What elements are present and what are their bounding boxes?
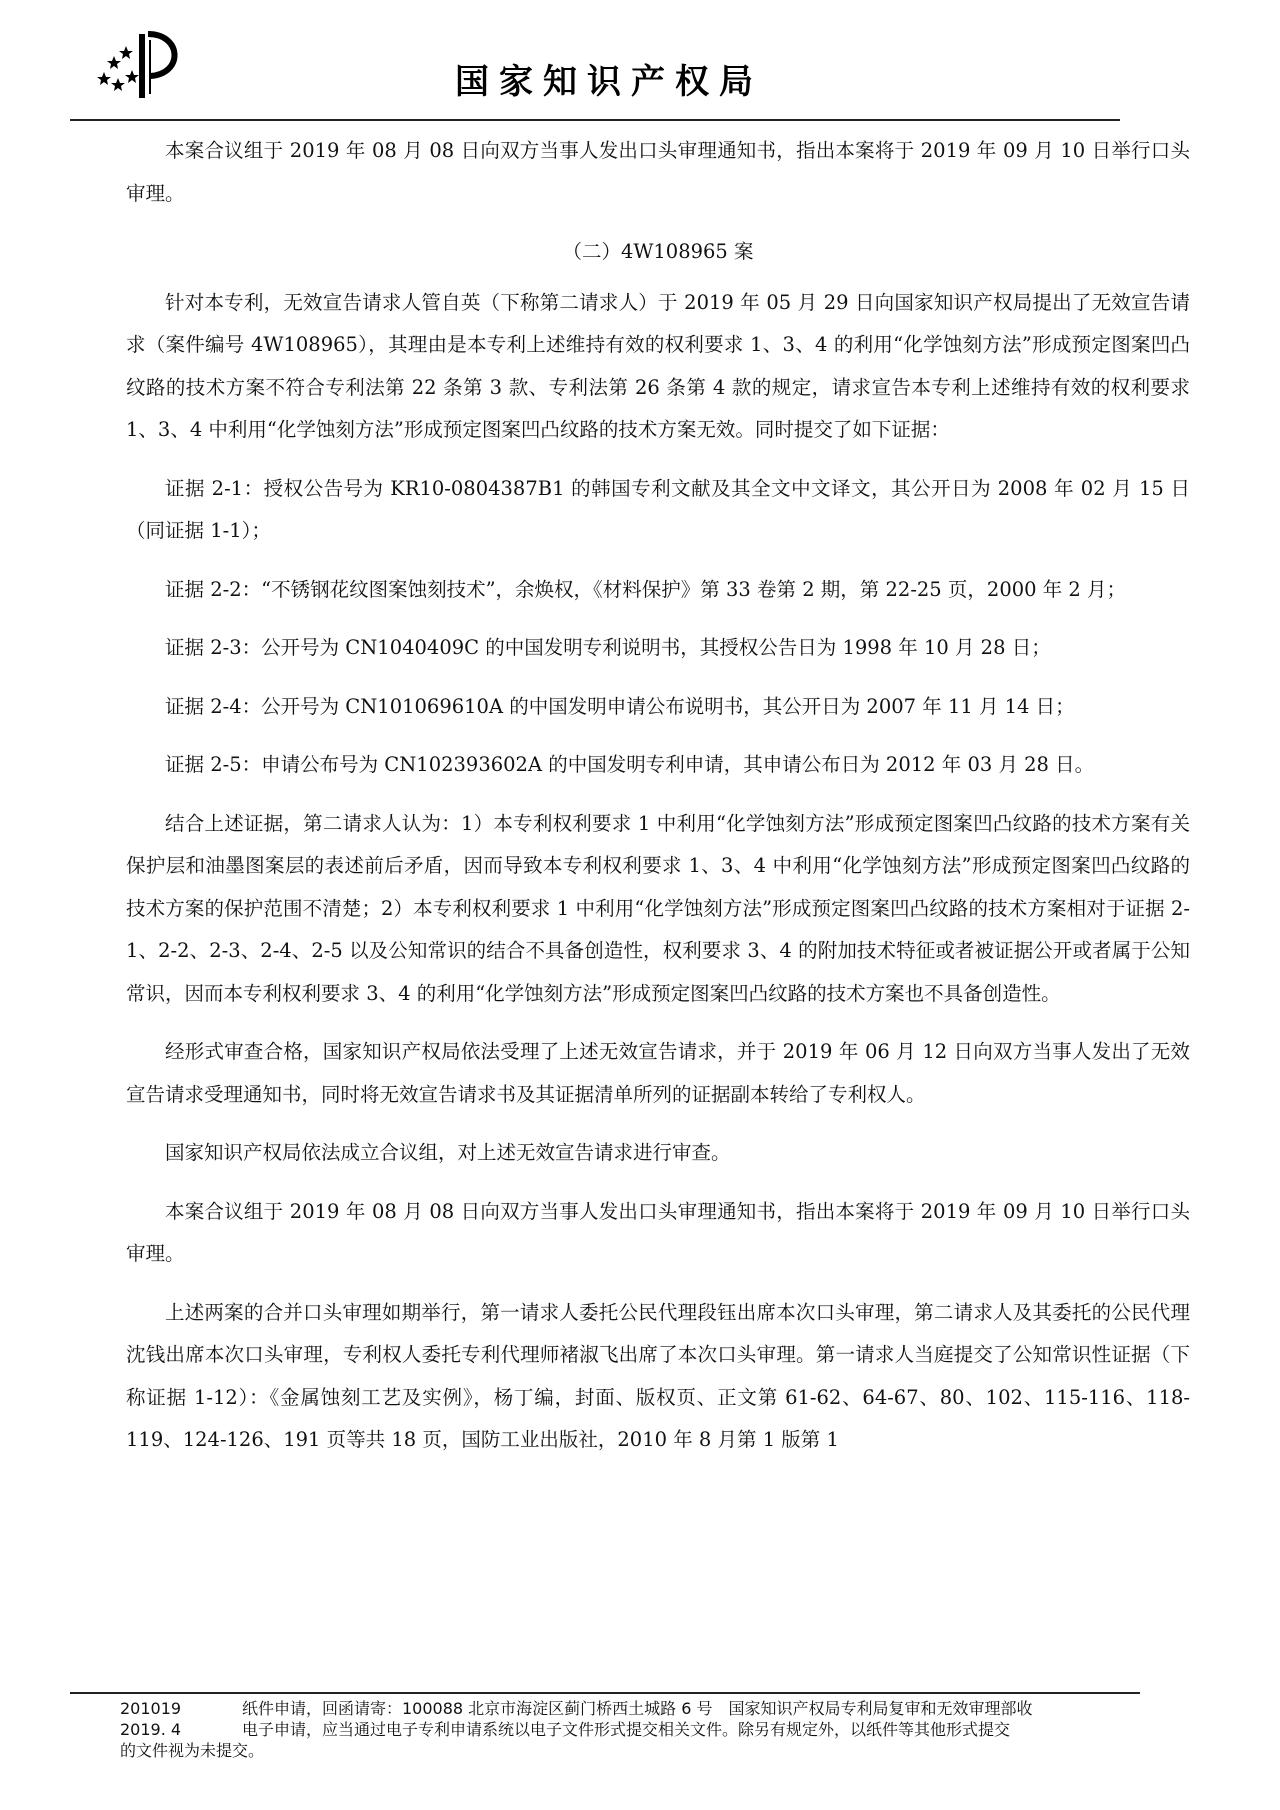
evidence-item: 证据 2-5：申请公布号为 CN102393602A 的中国发明专利申请，其申请公布日为 2012 年 03 月 28 日。 [165,753,1095,776]
evidence-item: 证据 2-3：公开号为 CN1040409C 的中国发明专利说明书，其授权公告日为 1998 年 10 月 28 日； [165,636,1051,659]
paragraph: 上述两案的合并口头审理如期举行，第一请求人委托公民代理段钰出席本次口头审理，第二请求人及其委托的公民代理沈钱出席本次口头审理，专利权人委托专利代理师褚淑飞出席了本次口头审理。第一请求人当庭提交了公知常识性证据（下称证据 1-12）：《金属蚀刻工艺及实例》，杨丁编，封面、版权页、正文第 61-62、64-67、80、102、115-116、118-119、124-126、191 页等共 18 页，国防工业出版社，2010 年 8 月第 1 版第 1 [126,1300,1190,1451]
paragraph: 结合上述证据，第二请求人认为：1）本专利权利要求 1 中利用“化学蚀刻方法”形成预定图案凹凸纹路的技术方案有关保护层和油墨图案层的表述前后矛盾，因而导致本专利权利要求 1、3、4 中利用“化学蚀刻方法”形成预定图案凹凸纹路的技术方案的保护范围不清楚；2）本专利权利要求 1 中利用“化学蚀刻方法”形成预定图案凹凸纹路的技术方案相对于证据 2-1、2-2、2-3、2-4、2-5 以及公知常识的结合不具备创造性，权利要求 3、4 的附加技术特征或者被证据公开或者属于公知常识，因而本专利权利要求 3、4 的利用“化学蚀刻方法”形成预定图案凹凸纹路的技术方案也不具备创造性。 [126,811,1190,1005]
org-title: 国家知识产权局 [455,62,763,102]
paragraph: 针对本专利，无效宣告请求人管自英（下称第二请求人）于 2019 年 05 月 29 日向国家知识产权局提出了无效宣告请求（案件编号 4W108965），其理由是本专利上述维持有效的权利要求 1、3、4 的利用“化学蚀刻方法”形成预定图案凹凸纹路的技术方案不符合专利法第 22 条第 3 款、专利法第 26 条第 4 款的规定，请求宣告本专利上述维持有效的权利要求 1、3、4 中利用“化学蚀刻方法”形成预定图案凹凸纹路的技术方案无效。同时提交了如下证据： [126,290,1190,441]
footer-line [120,1740,1180,1761]
paragraph: 经形式审查合格，国家知识产权局依法受理了上述无效宣告请求，并于 2019 年 06 月 12 日向双方当事人发出了无效宣告请求受理通知书，同时将无效宣告请求书及其证据清单所列的证据副本转给了专利权人。 [126,1040,1190,1106]
page-footer [120,1698,1180,1761]
footer-electronic-note-cont: 的文件视为未提交。 [120,1741,265,1760]
header-divider [70,119,1120,121]
footer-line [120,1698,1180,1719]
evidence-item: 证据 2-1：授权公告号为 KR10-0804387B1 的韩国专利文献及其全文中文译文，其公开日为 2008 年 02 月 15 日（同证据 1-1）； [126,476,1190,542]
form-code: 201019 [120,1699,182,1718]
footer-divider [70,1692,1140,1694]
cnipa-logo-icon [92,28,184,100]
section-heading: （二）4W108965 案 [562,240,754,263]
paragraph: 本案合议组于 2019 年 08 月 08 日向双方当事人发出口头审理通知书，指出本案将于 2019 年 09 月 10 日举行口头审理。 [126,139,1190,205]
footer-mail-note: 纸件申请，回函请寄：100088 北京市海淀区蓟门桥西土城路 6 号 国家知识产权局专利局复审和无效审理部收 [242,1699,1033,1718]
document-body [126,130,1190,1478]
page-header [0,0,1280,120]
footer-electronic-note: 电子申请，应当通过电子专利申请系统以电子文件形式提交相关文件。除另有规定外，以纸件等其他形式提交 [242,1720,1011,1739]
paragraph: 本案合议组于 2019 年 08 月 08 日向双方当事人发出口头审理通知书，指出本案将于 2019 年 09 月 10 日举行口头审理。 [126,1199,1190,1265]
footer-line [120,1719,1180,1740]
paragraph: 国家知识产权局依法成立合议组，对上述无效宣告请求进行审查。 [165,1141,731,1164]
evidence-item: 证据 2-4：公开号为 CN101069610A 的中国发明申请公布说明书，其公开日为 2007 年 11 月 14 日； [165,694,1075,718]
evidence-item: 证据 2-2：“不锈钢花纹图案蚀刻技术”，余焕权，《材料保护》第 33 卷第 2 期，第 22-25 页，2000 年 2 月； [165,577,1127,601]
form-version: 2019. 4 [120,1720,182,1739]
